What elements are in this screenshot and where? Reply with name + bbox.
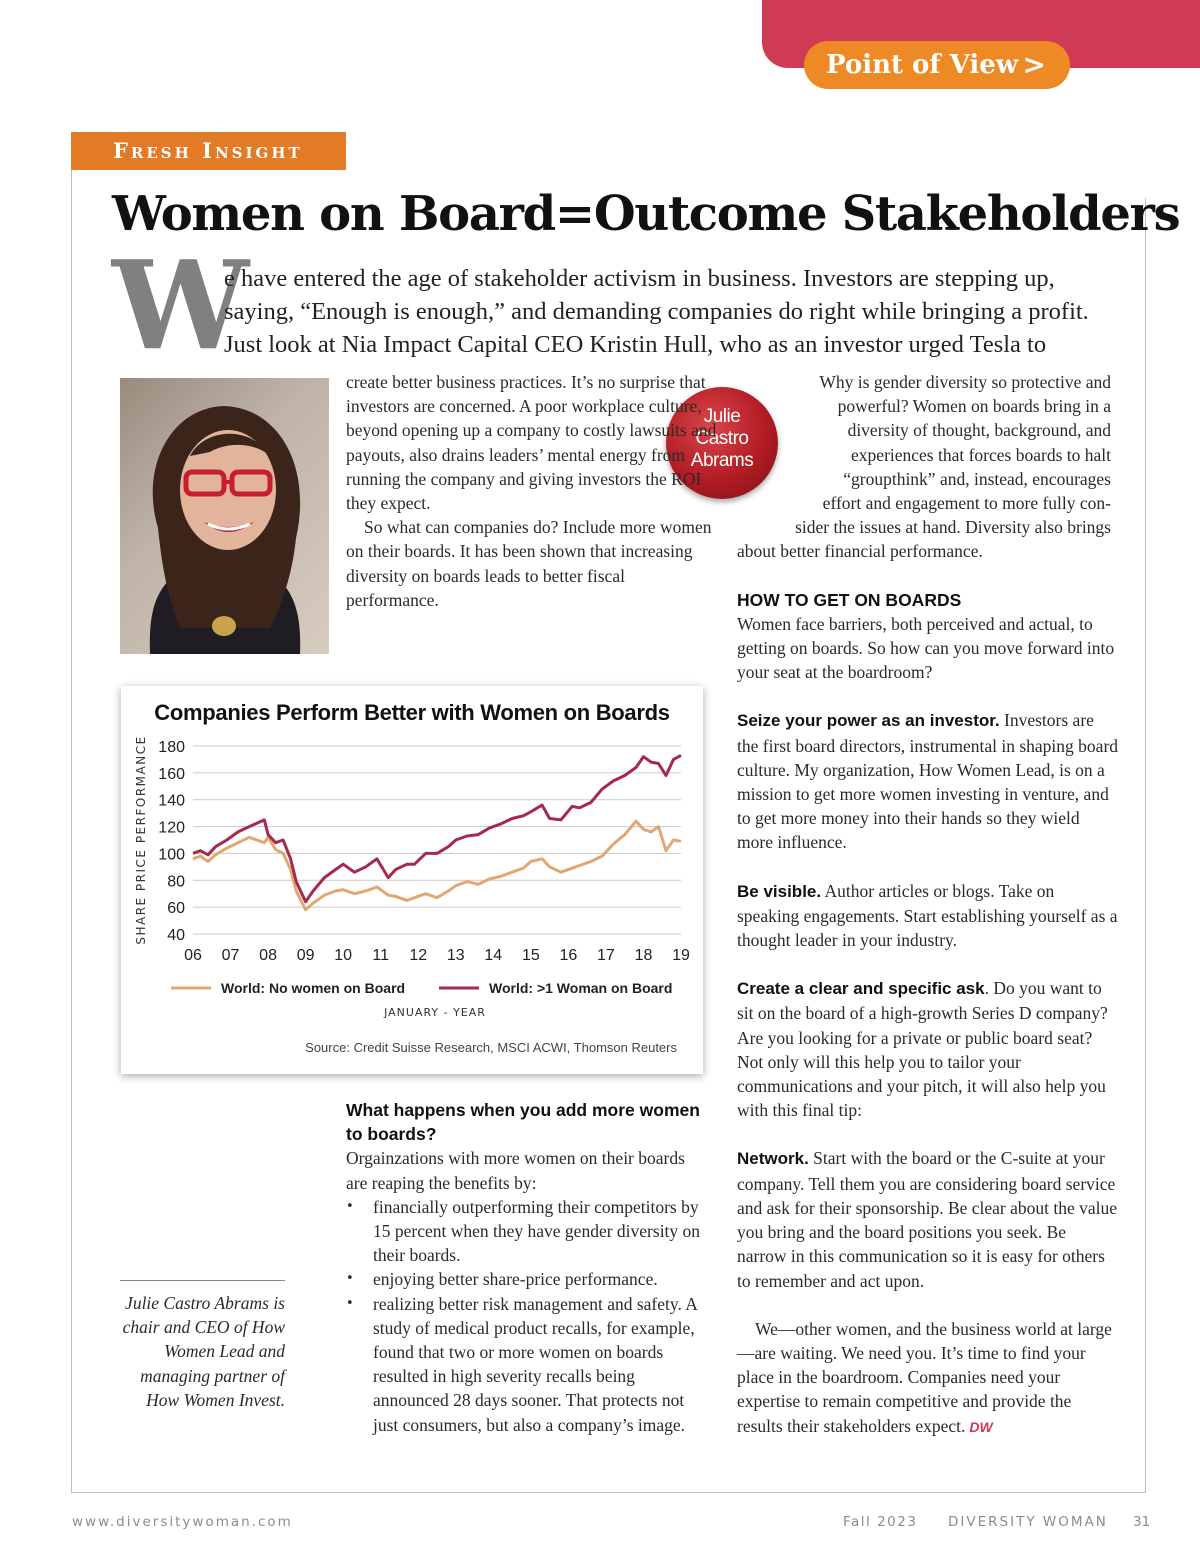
wrapped-line: effort and engagement to more fully con- bbox=[822, 493, 1111, 514]
author-badge-line: Abrams bbox=[690, 450, 754, 471]
tip-paragraph bbox=[737, 1146, 1119, 1292]
x-tick-label: 07 bbox=[221, 947, 240, 964]
point-of-view-label: Point of View bbox=[826, 50, 1019, 80]
lede-line: e have entered the age of stakeholder activism in business. Investors are stepping up, bbox=[224, 265, 1055, 292]
body-paragraph: about better financial performance. bbox=[737, 541, 983, 562]
closing-paragraph bbox=[737, 1317, 1119, 1439]
x-tick-label: 18 bbox=[634, 947, 653, 964]
wrapped-line: sider the issues at hand. Diversity also brings bbox=[795, 517, 1111, 538]
bio-divider bbox=[120, 1280, 285, 1281]
y-tick-label: 60 bbox=[167, 900, 185, 918]
x-axis-label: JANUARY - YEAR bbox=[384, 1006, 486, 1019]
chart-source: Source: Credit Suisse Research, MSCI ACWI, Thomson Reuters bbox=[305, 1040, 677, 1055]
tip-paragraph bbox=[737, 708, 1119, 854]
legend-label: World: >1 Woman on Board bbox=[489, 980, 673, 996]
x-tick-label: 19 bbox=[672, 947, 690, 964]
tip-lead: Seize your power as an investor. bbox=[737, 711, 1000, 731]
footer-issue: Fall 2023 bbox=[843, 1514, 918, 1530]
article-column-middle-bottom bbox=[346, 1098, 710, 1437]
x-tick-label: 15 bbox=[521, 947, 540, 964]
benefits-list bbox=[346, 1195, 710, 1437]
wrapped-line: Why is gender diversity so protective and bbox=[819, 372, 1111, 392]
lede-line: saying, “Enough is enough,” and demanding companies do right while bringing a profit. bbox=[224, 298, 1089, 325]
tip-paragraph bbox=[737, 879, 1119, 953]
tip-lead: Create a clear and specific ask bbox=[737, 979, 985, 999]
tip-lead: Be visible. bbox=[737, 881, 822, 901]
x-tick-label: 10 bbox=[334, 947, 353, 964]
x-tick-label: 09 bbox=[296, 947, 315, 964]
tip-body: Start with the board or the C-suite at your company. Tell them you are considering board service and ask for their sponsorship. Be clear about the value you bring and the board positions you seek. Be narrow in this communication so it is easy for others to remember and act upon. bbox=[737, 1148, 1118, 1291]
x-tick-label: 06 bbox=[184, 947, 202, 964]
list-item: • realizing better risk management and safety. A study of medical product recalls, for example, found that two or more women on boards resulted in high severity recalls being announced 28 days sooner. That protects not just consumers, but also a company’s image. bbox=[346, 1292, 710, 1437]
y-axis-label: SHARE PRICE PERFORMANCE bbox=[134, 735, 148, 945]
chart-card bbox=[121, 686, 703, 1074]
article-headline: Women on Board=Outcome Stakeholders bbox=[112, 186, 1180, 242]
x-tick-label: 14 bbox=[484, 947, 503, 964]
x-tick-label: 16 bbox=[559, 947, 578, 964]
tip-lead: Network. bbox=[737, 1149, 809, 1169]
y-tick-label: 160 bbox=[158, 765, 185, 783]
wrapped-line: diversity of thought, background, and bbox=[847, 420, 1111, 441]
article-lede bbox=[224, 262, 1124, 361]
x-tick-label: 17 bbox=[597, 947, 615, 964]
wrapped-line: experiences that forces boards to halt bbox=[851, 444, 1111, 465]
list-item: • enjoying better share-price performance. bbox=[346, 1267, 710, 1291]
footer-magazine-name: DIVERSITY WOMAN bbox=[948, 1514, 1108, 1530]
body-paragraph: create better business practices. It’s no surprise that investors are concerned. A poor workplace culture, beyond opening up a company to costly lawsuits and payouts, also drains leaders’ mental energy from running the company and giving investors the ROI they expect. bbox=[346, 372, 717, 514]
wrapped-line: “groupthink” and, instead, encourages bbox=[843, 468, 1111, 489]
section-subhead: What happens when you add more women to boards? bbox=[346, 1100, 700, 1145]
body-paragraph: Women face barriers, both perceived and actual, to getting on boards. So how can you move forward into your seat at the boardroom? bbox=[737, 613, 1115, 683]
point-of-view-link[interactable] bbox=[804, 41, 1070, 89]
article-column-right bbox=[737, 370, 1119, 1439]
body-paragraph: Orgainzations with more women on their boards are reaping the benefits by: bbox=[346, 1148, 685, 1193]
section-subhead: HOW TO GET ON BOARDS bbox=[737, 589, 962, 610]
footer-url[interactable]: www.diversitywoman.com bbox=[72, 1514, 293, 1530]
frame-rule-left bbox=[71, 170, 72, 1492]
x-tick-label: 12 bbox=[409, 947, 428, 964]
y-tick-label: 100 bbox=[158, 846, 185, 864]
x-tick-label: 13 bbox=[446, 947, 465, 964]
article-column-middle-top bbox=[346, 370, 718, 612]
y-tick-label: 40 bbox=[167, 927, 185, 944]
lede-line: Just look at Nia Impact Capital CEO Kristin Hull, who as an investor urged Tesla to bbox=[224, 331, 1047, 358]
tip-paragraph bbox=[737, 976, 1119, 1122]
chevron-right-icon: > bbox=[1022, 48, 1046, 81]
wrapped-line: powerful? Women on boards bring in a bbox=[837, 396, 1111, 417]
body-paragraph: So what can companies do? Include more women on their boards. It has been shown that increasing diversity on boards leads to better fiscal performance. bbox=[346, 517, 712, 610]
author-bio: Julie Castro Abrams is chair and CEO of How Women Lead and managing partner of How Women Invest. bbox=[122, 1293, 285, 1410]
tip-body: . Do you want to sit on the board of a high-growth Series D company? Are you looking for a private or public board seat? Not only will this help you to tailor your communications and your pitch, it will also help you with this final tip: bbox=[737, 978, 1108, 1121]
footer-page-number: 31 bbox=[1133, 1514, 1151, 1530]
closing-text: We—other women, and the business world at large—are waiting. We need you. It’s time to find your place in the boardroom. Companies need your expertise to remain competitive and provide the results their stakeholders expect. bbox=[737, 1318, 1112, 1436]
share-price-chart bbox=[121, 686, 703, 1074]
y-tick-label: 140 bbox=[158, 792, 185, 810]
list-item: • financially outperforming their competitors by 15 percent when they have gender diversity on their boards. bbox=[346, 1195, 710, 1268]
author-badge-line: Castro bbox=[695, 428, 749, 449]
chart-title: Companies Perform Better with Women on Boards bbox=[154, 700, 670, 725]
author-photo bbox=[120, 378, 329, 654]
author-portrait-image bbox=[120, 378, 329, 654]
legend-label: World: No women on Board bbox=[221, 980, 406, 996]
author-badge-line: Julie bbox=[703, 406, 741, 427]
x-tick-label: 08 bbox=[259, 947, 277, 964]
frame-rule-right bbox=[1145, 198, 1146, 1492]
drop-cap: W bbox=[112, 233, 250, 377]
tip-body: Author articles or blogs. Take on speaking engagements. Start establishing yourself as a thought leader in your industry. bbox=[737, 880, 1118, 951]
frame-rule-bottom bbox=[71, 1492, 1146, 1493]
section-label: Fresh Insight bbox=[71, 132, 346, 170]
end-mark: DW bbox=[969, 1418, 993, 1435]
y-tick-label: 180 bbox=[158, 739, 185, 756]
y-tick-label: 120 bbox=[158, 819, 185, 837]
y-tick-label: 80 bbox=[167, 873, 185, 891]
series-line-1 bbox=[193, 821, 681, 910]
badge-wrapped-paragraph bbox=[737, 370, 1119, 539]
x-tick-label: 11 bbox=[372, 947, 389, 964]
tip-body: Investors are the first board directors, instrumental in shaping board culture. My organization, How Women Lead, is on a mission to get more women investing in venture, and to get more money into their hands so they wield more influence. bbox=[737, 710, 1119, 853]
